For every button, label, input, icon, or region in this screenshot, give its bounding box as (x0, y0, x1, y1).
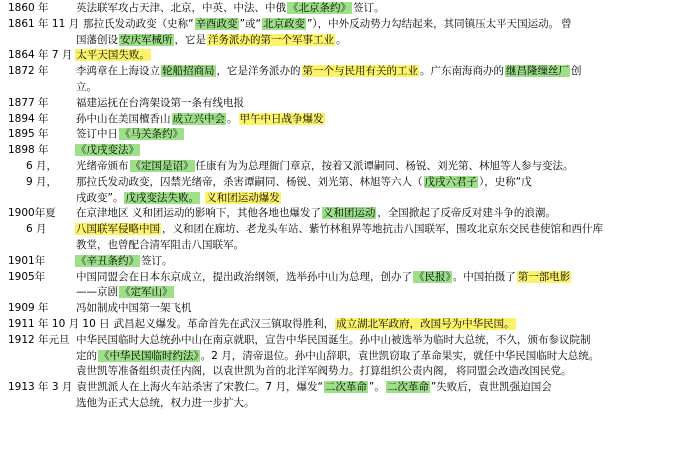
entry-year: 1911 年 10 月 10 日 (8, 317, 110, 330)
text-run: 选他为正式大总统，权力进一步扩大。 (76, 396, 255, 409)
timeline-entry (8, 207, 690, 220)
entry-text (75, 34, 690, 47)
entry-year: 1912 年元旦 (8, 333, 70, 346)
timeline-entry (8, 365, 690, 378)
highlighted-text-run: 北京政变 (262, 17, 305, 30)
entry-text (75, 2, 690, 15)
text-run: 签订中日 (76, 128, 118, 141)
timeline-entry (8, 223, 690, 236)
entry-year: 1900年夏 (8, 207, 56, 220)
text-run: 国藩创设 (76, 33, 118, 46)
timeline-entry (8, 334, 690, 347)
timeline-entry (8, 192, 690, 205)
text-run: 戌政变”。 (76, 191, 124, 204)
highlighted-text-run: 戊戌变法失败。 (125, 191, 199, 204)
text-run: 袁世凯派人在上海火车站杀害了宋教仁。7 月，爆发“ (76, 381, 323, 394)
entry-text (75, 302, 690, 315)
timeline-entry (8, 381, 690, 394)
highlighted-text-run: 第一部电影 (517, 270, 571, 283)
timeline-entry (8, 128, 690, 141)
highlighted-text-run: 轮船招商局 (162, 65, 215, 78)
entry-text (75, 286, 690, 299)
timeline-entry (8, 2, 690, 15)
timeline-entry (8, 286, 690, 299)
timeline-entry (8, 239, 690, 252)
text-run: 孙中山在美国檀香山 (76, 112, 171, 125)
highlighted-text-run: 《中华民国临时约法》 (99, 349, 199, 362)
entry-text (75, 176, 690, 189)
text-run: 。广东南海商办的 (420, 65, 504, 78)
entry-text (75, 365, 690, 378)
entry-text (75, 81, 690, 94)
entry-year: 1894 年 (8, 112, 49, 125)
timeline-entry (8, 160, 690, 173)
text-run: ，它是洋务派办的 (216, 65, 301, 78)
highlighted-text-run: 二次革命 (386, 381, 429, 394)
highlighted-text-run: 安庆军械所 (120, 33, 173, 46)
text-run: ”或“ (239, 17, 261, 30)
entry-text (75, 350, 690, 363)
highlighted-text-run: 《辛丑条约》 (76, 254, 139, 267)
text-run: 李鸿章在上海设立 (76, 65, 160, 78)
entry-year: 1872 年 (8, 65, 49, 78)
text-run: 签订。 (353, 2, 385, 14)
highlighted-text-run: 二次革命 (324, 381, 367, 394)
entry-text (75, 255, 690, 268)
highlighted-text-run: 《民报》 (414, 270, 451, 283)
entry-year: 1913 年 3 月 (8, 381, 73, 394)
text-run: 。 (336, 33, 347, 46)
text-run: 那拉氏发动政变（史称“ (83, 17, 194, 30)
highlighted-text-run: 《戊戌变法》 (76, 144, 139, 157)
text-run: 在京津地区 义和团运动的影响下，其他各地也爆发了 (76, 207, 321, 220)
entry-year: 6 月 (26, 223, 47, 236)
entry-text (75, 160, 690, 173)
highlighted-text-run: 甲午中日战争爆发 (239, 112, 324, 125)
entry-year: 1861 年 11 月 (8, 17, 80, 30)
entry-text (75, 334, 690, 347)
entry-text (75, 239, 690, 252)
timeline-entry (8, 302, 690, 315)
entry-text (82, 18, 690, 31)
highlighted-text-run: 辛酉政变 (195, 17, 238, 30)
text-run: 教堂，也曾配合清军阻击八国联军。 (76, 238, 244, 251)
text-run: 冯如制成中国第一架飞机 (76, 302, 192, 315)
entry-text (75, 113, 690, 126)
text-run: 任康有为为总理衙门章京，按着又派谭嗣同、杨锐、刘光第、林旭等人参与变法。 (195, 159, 574, 172)
highlighted-text-run: 成立兴中会 (172, 112, 225, 125)
timeline-entry (8, 350, 690, 363)
entry-text (75, 223, 690, 236)
entry-year: 9 月， (26, 175, 58, 188)
highlighted-text-run: 成立湖北军政府，改国号为中华民国。 (336, 317, 515, 330)
text-run: 袁世凯等准备组织责任内阁，以袁世凯为首的北洋军阀势力。打算组织公责内阁， (76, 365, 454, 378)
timeline-entry (8, 255, 690, 268)
entry-year: 1864 年 7 月 (8, 49, 73, 62)
text-run: ——京剧 (76, 286, 118, 299)
text-run: 那拉氏发动政变，囚禁光绪帝，杀害谭嗣同、杨锐、刘光第、林旭等六人（ (76, 175, 423, 188)
timeline-entry (8, 18, 690, 31)
text-run: 福建运抚在台湾架设第一条有线电报 (76, 96, 244, 109)
timeline-entry (8, 81, 690, 94)
highlighted-text-run: 《定军山》 (120, 286, 173, 299)
highlighted-text-run: 义和团运动爆发 (206, 191, 280, 204)
timeline-entry (8, 113, 690, 126)
entry-year: 1860 年 (8, 2, 49, 14)
timeline-entry (8, 318, 690, 331)
entry-text (75, 49, 690, 62)
text-run: 签订。 (141, 254, 173, 267)
text-run: 中国同盟会在日本东京成立，提出政治纲领，选举孙中山为总理，创办了 (76, 270, 412, 283)
timeline-entry (8, 271, 690, 284)
entry-year: 6 月， (26, 159, 58, 172)
entry-text (75, 271, 690, 284)
text-run: 光绪帝颁布 (76, 159, 129, 172)
timeline-entry (8, 34, 690, 47)
entry-year: 1895 年 (8, 128, 49, 141)
text-run: 英法联军攻占天津、北京，中英、中法、中俄 (76, 2, 286, 14)
entry-text (75, 97, 690, 110)
entry-text (75, 65, 690, 78)
entry-text (75, 144, 690, 157)
entry-year: 1877 年 (8, 96, 49, 109)
highlighted-text-run: 第一个与民用有关的工业 (302, 65, 418, 78)
highlighted-text-run: 戊戌六君子 (424, 175, 477, 188)
highlighted-text-run: 继昌隆缫丝厂 (506, 65, 569, 78)
text-run: ，义和团在廊坊、老龙头车站、紫竹林租界等地抗击八国联军，围攻北京东交民巷使馆和西什库 (162, 223, 603, 236)
entry-text (75, 128, 690, 141)
timeline-entry (8, 144, 690, 157)
text-run: 定的 (76, 349, 97, 362)
text-run: ”失败后，袁世凯强迫国会 (430, 381, 552, 394)
highlighted-text-run: 《北京条约》 (288, 2, 351, 14)
entry-year: 1901年 (8, 254, 46, 267)
entry-text (75, 397, 690, 410)
text-run: ，全国掀起了反帝反对建斗争的浪潮。 (377, 207, 556, 220)
text-run: 武昌起义爆发。革命首先在武汉三镇取得胜利， (113, 317, 335, 330)
entry-year: 1898 年 (8, 144, 49, 157)
entry-text (113, 318, 690, 331)
text-run: 中华民国临时大总统孙中山在南京就职，宣告中华民国诞生。孙中山被选举为临时大总统，不久，颁布参议院制 (76, 333, 591, 346)
text-run: ，它是 (174, 33, 206, 46)
highlighted-text-run: 《马关条约》 (120, 128, 183, 141)
text-run: 立。 (76, 80, 97, 93)
highlighted-text-run: 洋务派办的第一个军事工业 (208, 33, 334, 46)
highlighted-text-run: 太平天国失败。 (76, 49, 150, 62)
timeline-entry (8, 65, 690, 78)
entry-year: 1905年 (8, 270, 46, 283)
text-run: ），史称“戊 (479, 175, 532, 188)
timeline-entry (8, 397, 690, 410)
text-run: 将同盟会改造改国民党。 (456, 365, 572, 378)
timeline-entry (8, 49, 690, 62)
highlighted-text-run: 《定国是诏》 (130, 159, 194, 172)
entry-text (75, 207, 690, 220)
highlighted-text-run: 八国联军侵略中国 (76, 223, 160, 236)
text-run: 。 (227, 112, 238, 125)
text-run: 。中国拍摄了 (452, 270, 516, 283)
text-run: 。2 月，清帝退位。孙中山辞职，袁世凯窃取了革命果实，就任中华民国临时大总统。 (200, 349, 600, 362)
entry-text (75, 381, 690, 394)
timeline-entry (8, 176, 690, 189)
text-run: ”。 (368, 381, 385, 394)
entry-text (75, 192, 690, 205)
text-run: ”），中外反动势力勾结起来，其同镇压太平天国运动。 (306, 17, 560, 30)
text-run: 曾 (561, 17, 572, 30)
text-run: 创 (571, 65, 582, 78)
highlighted-text-run: 义和团运动 (322, 207, 376, 220)
timeline-entry (8, 97, 690, 110)
entry-year: 1909 年 (8, 302, 49, 315)
